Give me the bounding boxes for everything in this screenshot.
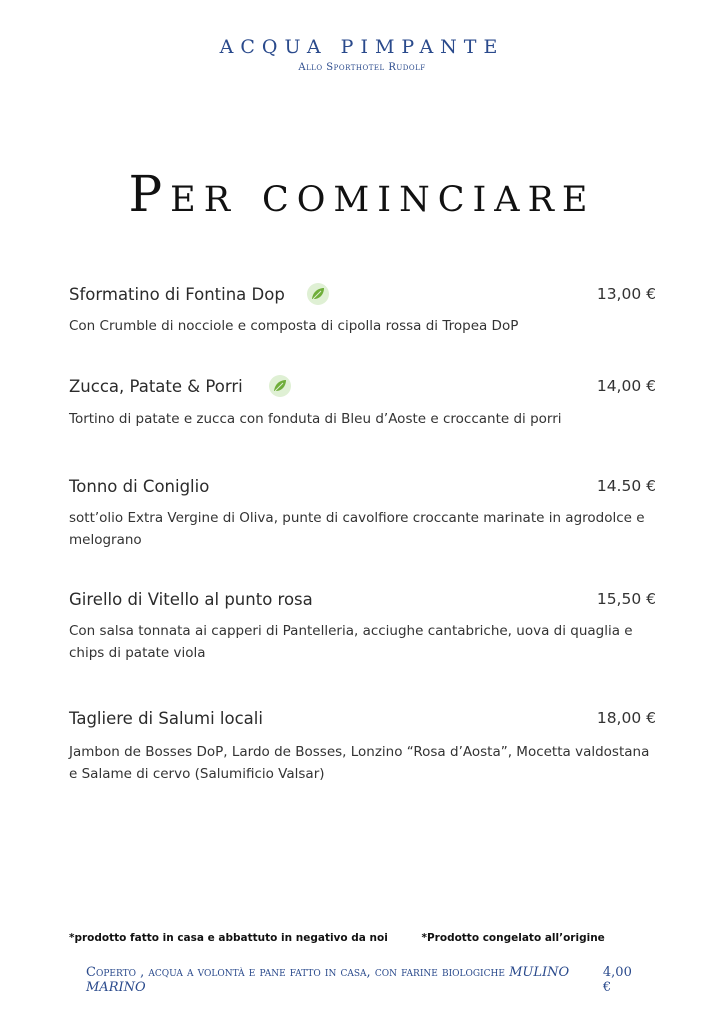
item-description: Tortino di patate e zucca con fonduta di Bleu d’Aoste e croccante di porri <box>69 411 562 427</box>
menu-item <box>69 282 656 306</box>
brand-header <box>0 36 724 73</box>
section-title: Per cominciare <box>128 165 596 223</box>
brand-subtitle: Allo Sporthotel Rudolf <box>298 62 426 73</box>
menu-item <box>69 706 656 730</box>
footnotes <box>69 932 605 944</box>
menu-item <box>69 474 656 498</box>
item-description: Con salsa tonnata ai capperi di Pantelleria, acciughe cantabriche, uova di quaglia e chips di patate viola <box>69 623 633 661</box>
cover-charge-text <box>86 965 603 995</box>
item-description: sott’olio Extra Vergine di Oliva, punte di cavolfiore croccante marinate in agrodolce e melograno <box>69 510 645 548</box>
item-name: Zucca, Patate & Porri <box>69 376 243 396</box>
brand-name: ACQUA PIMPANTE <box>219 36 505 58</box>
cover-charge-line <box>86 965 642 995</box>
menu-item <box>69 374 656 398</box>
footnote-frozen: *Prodotto congelato all’origine <box>421 932 605 944</box>
leaf-icon <box>307 283 329 305</box>
item-price: 18,00 € <box>596 709 656 727</box>
item-price: 13,00 € <box>596 285 656 303</box>
item-price: 14,00 € <box>596 377 656 395</box>
footnote-homemade: *prodotto fatto in casa e abbattuto in negativo da noi <box>69 932 388 944</box>
cover-charge-description: Coperto , acqua a volontà e pane fatto in casa, con farine biologiche <box>86 965 505 980</box>
item-description: Jambon de Bosses DoP, Lardo de Bosses, Lonzino “Rosa d’Aosta”, Mocetta valdostana e Salame di cervo (Salumificio Valsar) <box>69 744 650 782</box>
cover-charge-brand: MULINO MARINO <box>86 965 570 995</box>
menu-item <box>69 587 656 611</box>
item-price: 14.50 € <box>596 477 656 495</box>
item-name: Girello di Vitello al punto rosa <box>69 589 313 609</box>
item-name: Tagliere di Salumi locali <box>69 708 263 728</box>
cover-charge-price: 4,00 € <box>602 965 632 995</box>
leaf-icon <box>269 375 291 397</box>
item-description: Con Crumble di nocciole e composta di cipolla rossa di Tropea DoP <box>69 318 519 334</box>
item-price: 15,50 € <box>596 590 656 608</box>
item-name: Sformatino di Fontina Dop <box>69 284 285 304</box>
item-name: Tonno di Coniglio <box>69 476 210 496</box>
